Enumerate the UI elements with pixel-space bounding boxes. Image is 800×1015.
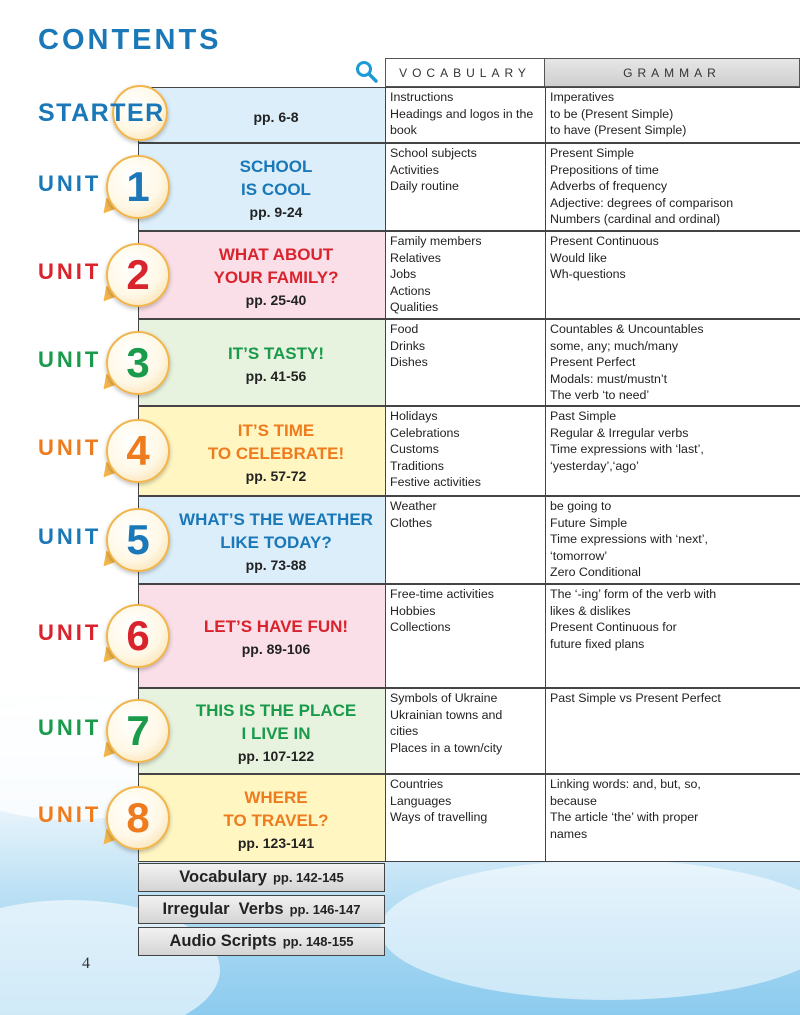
unit-number-badge: 4 [106, 419, 170, 483]
unit-title-cell[interactable] [138, 319, 385, 406]
unit-number-badge: 1 [106, 155, 170, 219]
grammar-cell-item: Past Simple vs Present Perfect [550, 691, 721, 705]
vocabulary-cell-item: cities [390, 724, 419, 738]
unit-label: UNIT [38, 346, 102, 372]
grammar-cell-item: Time expressions with ‘next’, [550, 532, 708, 546]
grammar-cell-item: The ‘-ing’ form of the verb with [550, 587, 717, 601]
grammar-cell-item: some, any; much/many [550, 338, 679, 353]
starter-pages: pp. 6-8 [253, 108, 299, 125]
vocabulary-cell-item: Customs [390, 442, 439, 456]
unit-title-cell[interactable] [138, 688, 385, 774]
starter-label: STARTER [38, 99, 165, 127]
vocabulary-cell-item: Collections [390, 620, 451, 634]
grammar-cell-item: Numbers (cardinal and ordinal) [550, 212, 721, 226]
grammar-cell-item: ‘yesterday’,‘ago’ [550, 458, 639, 473]
vocabulary-cell-item: Food [390, 322, 419, 336]
vocabulary-cell-item: Places in a town/city [390, 740, 503, 755]
grammar-cell-item: Adverbs of frequency [550, 179, 668, 193]
grammar-cell-item: Linking words: and, but, so, [550, 777, 701, 791]
vocabulary-cell-item: Jobs [390, 267, 417, 281]
vocabulary-cell-item: Activities [390, 162, 439, 177]
appendix-item[interactable] [138, 863, 385, 892]
grammar-cell-item: ‘tomorrow’ [550, 548, 608, 563]
vocabulary-cell [385, 688, 545, 774]
grammar-cell-item: Prepositions of time [550, 162, 659, 177]
unit-title-line: YOUR FAMILY? [213, 267, 339, 287]
vocabulary-cell [385, 774, 545, 862]
grammar-cell-item: because [550, 793, 597, 808]
grammar-cell [545, 143, 800, 231]
vocabulary-cell-item: Ways of travelling [390, 810, 488, 824]
vocabulary-cell-item: Dishes [390, 355, 428, 369]
appendix-pages: pp. 146-147 [289, 902, 361, 917]
appendix-item[interactable] [138, 895, 385, 924]
appendix-item[interactable] [138, 927, 385, 956]
unit-number-badge: 3 [106, 331, 170, 395]
grammar-cell-item: Would like [550, 250, 607, 265]
unit-pages: pp. 107-122 [237, 747, 315, 764]
grammar-cell [545, 688, 800, 774]
vocabulary-cell-item: Weather [390, 499, 437, 513]
appendix-pages: pp. 142-145 [272, 870, 344, 885]
grammar-cell-item: The verb ‘to need’ [550, 388, 650, 402]
grammar-cell [545, 319, 800, 406]
vocabulary-cell [385, 143, 545, 231]
grammar-cell [545, 774, 800, 862]
unit-row-5[interactable] [0, 496, 800, 584]
grammar-cell-item: Modals: must/mustn’t [550, 371, 668, 386]
unit-label: UNIT [38, 715, 102, 740]
grammar-cell-item: Present Perfect [550, 355, 636, 369]
vocabulary-cell-item: Headings and logos in the book [390, 106, 534, 137]
page-title: CONTENTS [38, 24, 222, 56]
starter-row[interactable] [0, 87, 800, 143]
unit-number-badge: 7 [106, 699, 170, 763]
grammar-cell-item: Imperatives [550, 90, 615, 104]
unit-title-cell[interactable] [138, 231, 385, 319]
unit-title-line: TO CELEBRATE! [207, 443, 345, 463]
grammar-cell-item: Zero Conditional [550, 565, 641, 579]
vocabulary-column-header: VOCABULARY [385, 58, 545, 87]
unit-row-6[interactable] [0, 584, 800, 688]
appendix-pages: pp. 148-155 [282, 934, 354, 949]
unit-title-line: I LIVE IN [241, 723, 311, 743]
unit-pages: pp. 9-24 [249, 203, 303, 220]
unit-label: UNIT [38, 620, 102, 645]
appendix-label: Audio Scripts [169, 932, 277, 950]
vocabulary-cell-item: Celebrations [390, 425, 460, 440]
starter-title-cell[interactable] [138, 87, 385, 143]
unit-pages: pp. 89-106 [241, 641, 311, 657]
unit-title-line: SCHOOL [239, 156, 313, 176]
unit-title-line: THIS IS THE PLACE [195, 700, 357, 720]
grammar-cell [545, 406, 800, 496]
unit-row-7[interactable] [0, 688, 800, 774]
unit-number-badge: 2 [106, 243, 170, 307]
search-icon [355, 60, 379, 84]
vocabulary-cell-item: Languages [390, 793, 452, 808]
page-number: 4 [82, 955, 90, 972]
vocabulary-cell [385, 496, 545, 584]
vocabulary-cell [385, 87, 545, 143]
unit-title-line: IT’S TASTY! [227, 343, 324, 363]
vocabulary-cell-item: Hobbies [390, 603, 436, 618]
vocabulary-cell-item: Clothes [390, 515, 433, 530]
unit-title-cell[interactable] [138, 584, 385, 688]
grammar-cell [545, 231, 800, 319]
unit-title-line: LIKE TODAY? [220, 532, 332, 552]
unit-title-line: WHERE [244, 787, 308, 807]
unit-number-badge: 8 [106, 786, 170, 850]
grammar-cell-item: Regular & Irregular verbs [550, 425, 689, 440]
grammar-cell-item: The article ‘the’ with proper [550, 810, 699, 824]
unit-pages: pp. 25-40 [245, 291, 307, 308]
unit-pages: pp. 73-88 [245, 556, 307, 573]
grammar-cell-item: names [550, 826, 588, 841]
grammar-cell-item: Time expressions with ‘last’, [550, 442, 704, 456]
unit-title-line: LET’S HAVE FUN! [203, 617, 349, 636]
unit-number-badge: 5 [106, 508, 170, 572]
grammar-cell-item: Past Simple [550, 409, 617, 423]
unit-row-3[interactable] [0, 319, 800, 406]
appendix-label: Vocabulary [179, 868, 267, 886]
unit-label: UNIT [38, 435, 102, 460]
unit-label: UNIT [38, 171, 102, 196]
unit-pages: pp. 41-56 [245, 367, 307, 384]
grammar-cell-item: Countables & Uncountables [550, 322, 704, 336]
grammar-cell [545, 584, 800, 688]
grammar-cell-item: Present Continuous for [550, 620, 677, 634]
vocabulary-cell-item: Traditions [390, 458, 444, 473]
grammar-cell [545, 87, 800, 143]
vocabulary-cell-item: Daily routine [390, 179, 459, 193]
unit-number-badge: 6 [106, 604, 170, 668]
grammar-cell-item: Adjective: degrees of comparison [550, 195, 734, 210]
unit-row-4[interactable] [0, 406, 800, 496]
grammar-cell-item: to be (Present Simple) [550, 106, 674, 121]
unit-row-1[interactable] [0, 143, 800, 231]
cloud-decoration [380, 860, 800, 1000]
vocabulary-cell-item: Qualities [390, 300, 439, 314]
unit-label: UNIT [38, 259, 102, 284]
vocabulary-cell-item: Symbols of Ukraine [390, 691, 498, 705]
grammar-cell-item: Present Continuous [550, 234, 659, 248]
vocabulary-cell-item: School subjects [390, 146, 477, 160]
grammar-cell-item: to have (Present Simple) [550, 123, 687, 137]
unit-row-2[interactable] [0, 231, 800, 319]
grammar-cell [545, 496, 800, 584]
unit-title-line: WHAT ABOUT [218, 244, 334, 264]
vocabulary-cell-item: Free-time activities [390, 587, 494, 601]
grammar-cell-item: likes & dislikes [550, 603, 631, 618]
vocabulary-cell-item: Festive activities [390, 475, 481, 489]
vocabulary-cell [385, 319, 545, 406]
vocabulary-cell [385, 406, 545, 496]
grammar-cell-item: Wh-questions [550, 267, 626, 281]
appendix-label: Irregular Verbs [162, 900, 284, 918]
vocabulary-cell [385, 584, 545, 688]
vocabulary-cell-item: Countries [390, 777, 444, 791]
unit-title-line: TO TRAVEL? [223, 810, 329, 830]
unit-pages: pp. 57-72 [245, 467, 307, 484]
vocabulary-cell-item: Drinks [390, 338, 426, 353]
unit-row-8[interactable] [0, 774, 800, 862]
unit-title-cell[interactable] [138, 496, 385, 584]
unit-title-line: IT’S TIME [237, 420, 315, 440]
vocabulary-cell-item: Family members [390, 234, 482, 248]
vocabulary-cell-item: Actions [390, 283, 431, 298]
vocabulary-cell-item: Holidays [390, 409, 438, 423]
grammar-cell-item: Future Simple [550, 515, 628, 530]
unit-title-line: WHAT’S THE WEATHER [179, 509, 373, 529]
grammar-column-header: GRAMMAR [545, 58, 800, 87]
unit-title-cell[interactable] [138, 774, 385, 862]
vocabulary-cell-item: Instructions [390, 90, 454, 104]
vocabulary-cell-item: Relatives [390, 250, 441, 265]
unit-pages: pp. 123-141 [237, 834, 315, 851]
grammar-cell-item: be going to [550, 499, 612, 513]
vocabulary-cell-item: Ukrainian towns and [390, 707, 503, 722]
vocabulary-cell [385, 231, 545, 319]
unit-label: UNIT [38, 524, 102, 549]
unit-label: UNIT [38, 802, 102, 827]
unit-title-line: IS COOL [241, 179, 311, 199]
unit-title-cell[interactable] [138, 143, 385, 231]
grammar-cell-item: future fixed plans [550, 636, 645, 651]
grammar-cell-item: Present Simple [550, 146, 635, 160]
unit-title-cell[interactable] [138, 406, 385, 496]
